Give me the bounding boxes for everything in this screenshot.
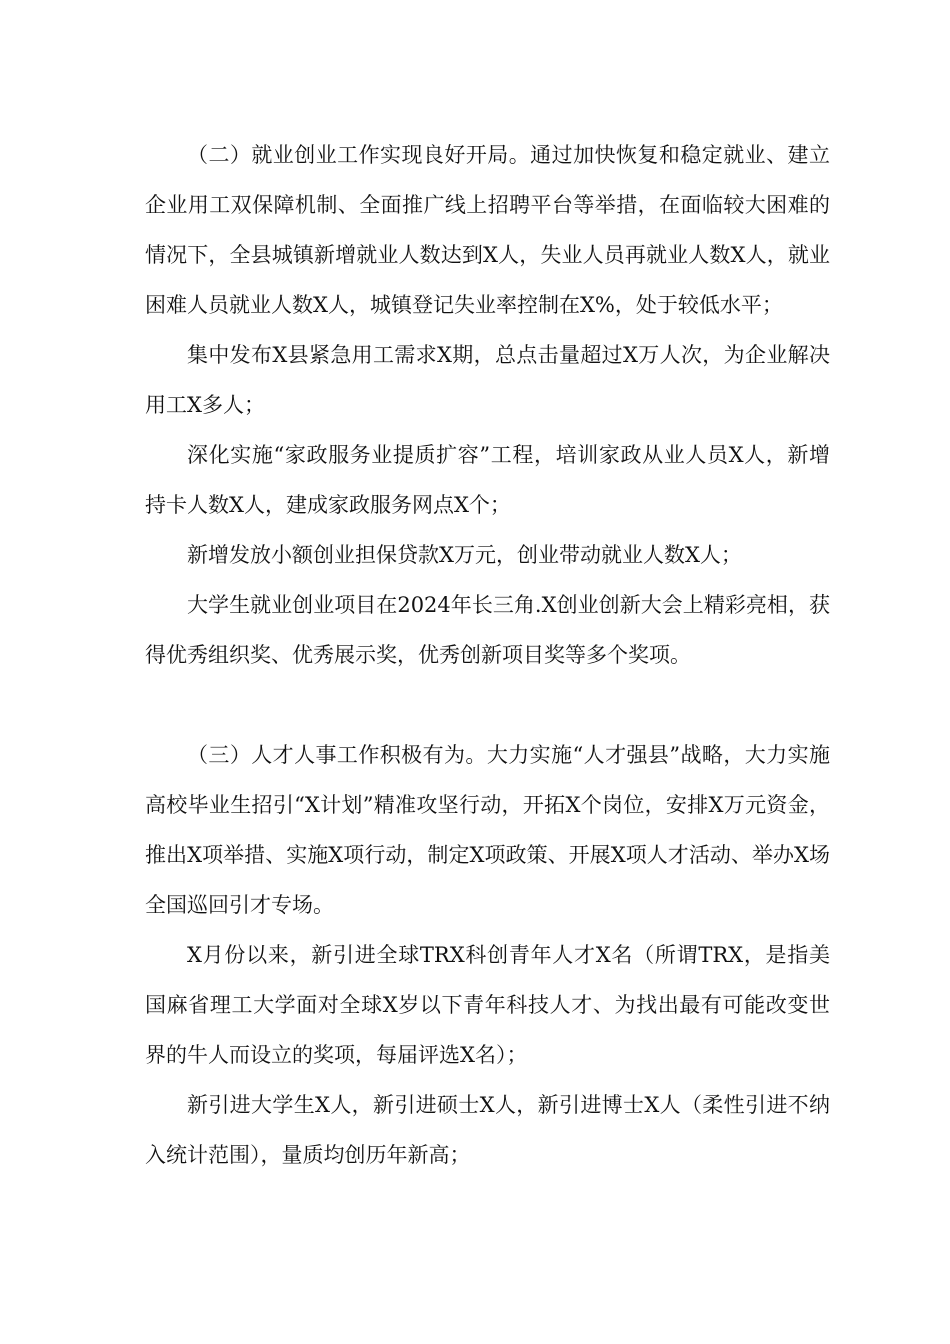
paragraph-talent-overview: （三）人才人事工作积极有为。大力实施“人才强县”战略，大力实施高校毕业生招引“X计划”精准攻坚行动，开拓X个岗位，安排X万元资金，推出X项举措、实施X项行动，制定X项政策、开展X项人才活动、举办X场全国巡回引才专场。 <box>145 743 830 917</box>
section-talent <box>145 730 830 1180</box>
paragraph-housekeeping: 深化实施“家政服务业提质扩容”工程，培训家政从业人员X人，新增持卡人数X人，建成家政服务网点X个； <box>145 443 830 517</box>
section-employment <box>145 130 830 680</box>
paragraph-emergency-hiring: 集中发布X县紧急用工需求X期，总点击量超过X万人次，为企业解决用工X多人； <box>145 343 830 417</box>
section-spacer <box>145 680 830 730</box>
paragraph-startup-loans: 新增发放小额创业担保贷款X万元，创业带动就业人数X人； <box>187 543 742 567</box>
paragraph-employment-overview: （二）就业创业工作实现良好开局。通过加快恢复和稳定就业、建立企业用工双保障机制、全面推广线上招聘平台等举措，在面临较大困难的情况下，全县城镇新增就业人数达到X人，失业人员再就业人数X人，就业困难人员就业人数X人，城镇登记失业率控制在X%，处于较低水平； <box>145 143 830 317</box>
paragraph-graduates: 新引进大学生X人，新引进硕士X人，新引进博士X人（柔性引进不纳入统计范围），量质均创历年新高； <box>145 1093 830 1167</box>
paragraph-student-projects: 大学生就业创业项目在2024年长三角.X创业创新大会上精彩亮相，获得优秀组织奖、优秀展示奖，优秀创新项目奖等多个奖项。 <box>145 593 830 667</box>
paragraph-trx-talent: X月份以来，新引进全球TRX科创青年人才X名（所谓TRX，是指美国麻省理工大学面对全球X岁以下青年科技人才、为找出最有可能改变世界的牛人而设立的奖项，每届评选X名）； <box>145 943 830 1067</box>
